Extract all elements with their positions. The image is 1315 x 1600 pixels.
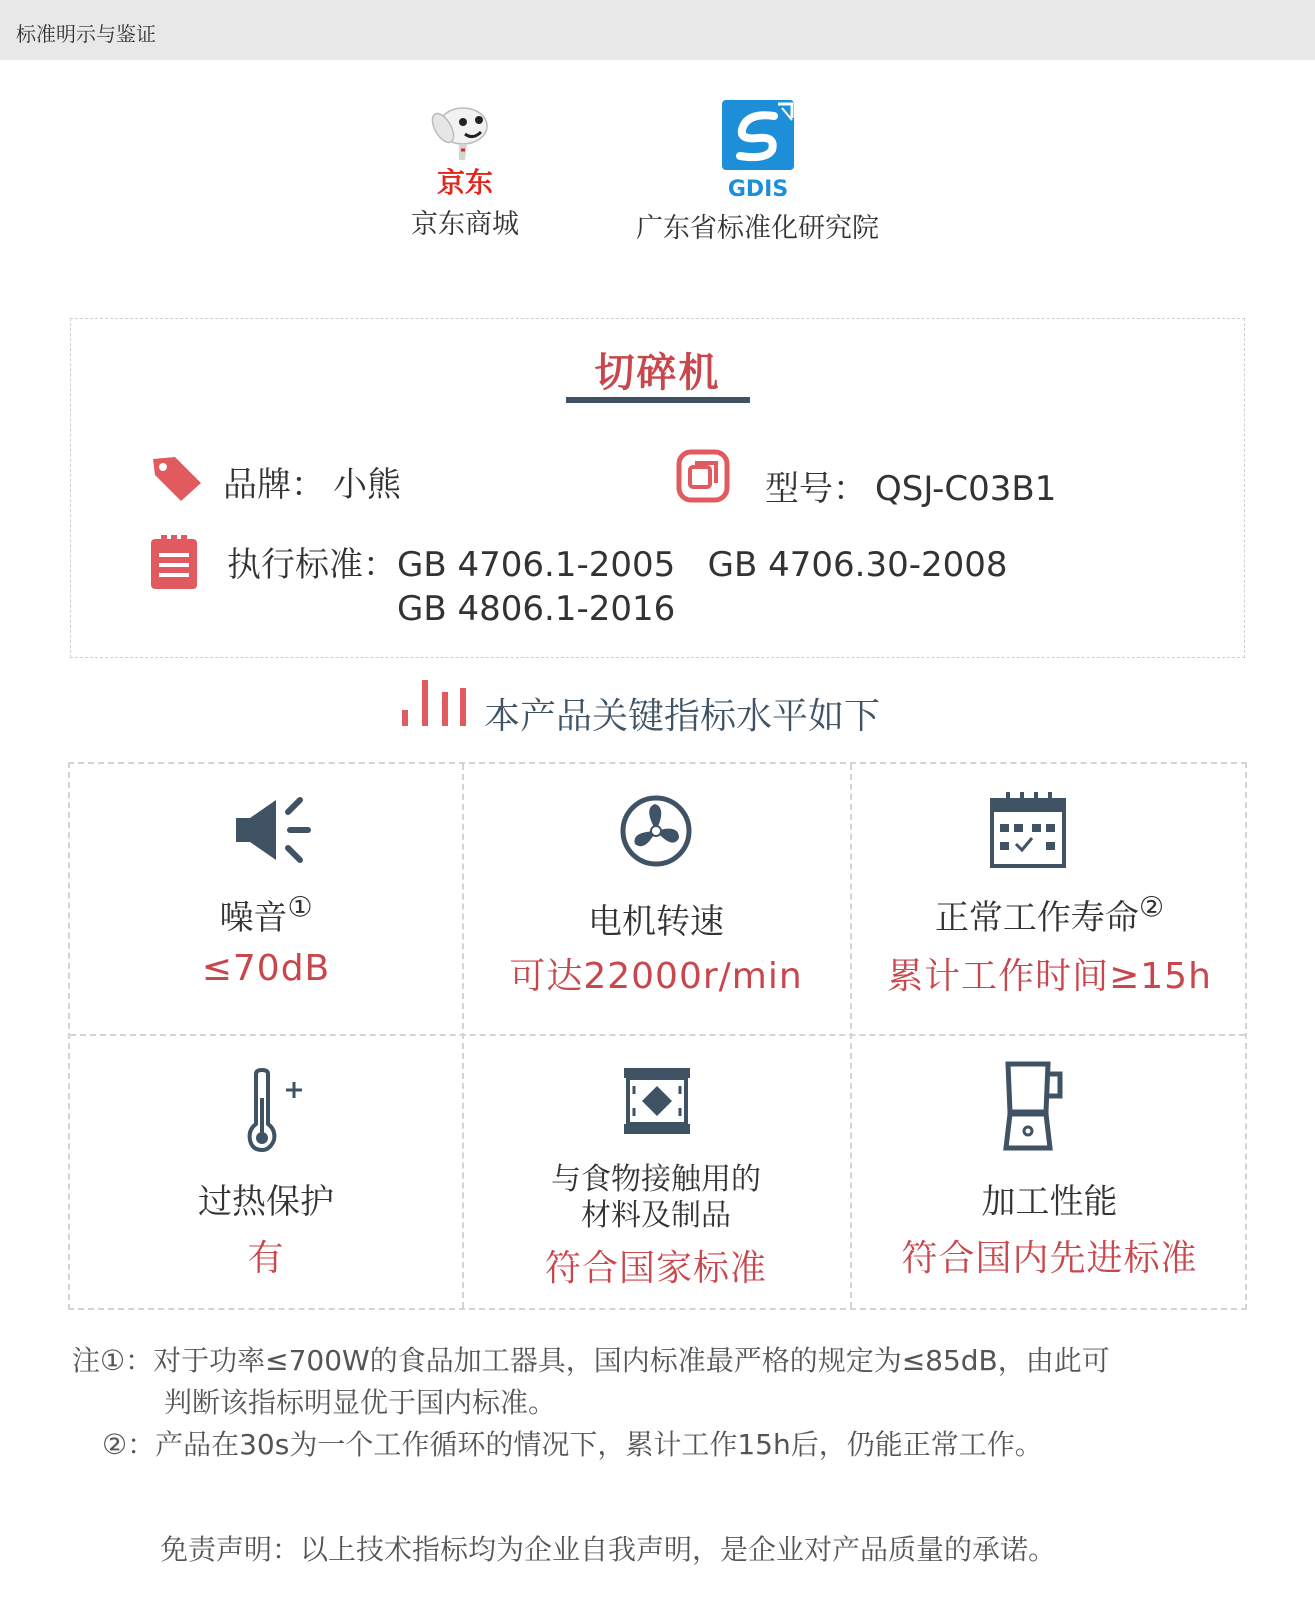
- disclaimer: 免责声明：以上技术指标均为企业自我声明，是企业对产品质量的承诺。: [160, 1533, 1057, 1566]
- note-2: ②：产品在30s为一个工作循环的情况下，累计工作15h后，仍能正常工作。: [102, 1428, 1043, 1461]
- jd-logo-block: [400, 98, 530, 241]
- calendar-icon: [988, 790, 1068, 870]
- title-underline: [566, 397, 750, 403]
- brand-row: [223, 457, 401, 506]
- speaker-icon: [236, 794, 312, 866]
- model-icon: [676, 449, 730, 503]
- processing-label: 加工性能: [981, 1182, 1118, 1222]
- indicator-motor-speed: [462, 764, 850, 1034]
- top-bar: [0, 0, 1315, 60]
- product-title: 切碎机: [594, 350, 721, 396]
- indicator-food-contact: [462, 1034, 850, 1310]
- standard-row: [227, 537, 1008, 586]
- brand-label: 品牌：: [223, 465, 325, 505]
- lifespan-label: 正常工作寿命: [934, 898, 1139, 938]
- indicator-processing-performance: [850, 1034, 1249, 1310]
- bar-chart-icon: [400, 680, 470, 728]
- indicator-overheat-protection: [70, 1034, 462, 1310]
- indicator-lifespan: [850, 764, 1249, 1034]
- noise-value: ≤70dB: [201, 948, 331, 989]
- note-1-line-1: 注①：对于功率≤700W的食品加工器具，国内标准最严格的规定为≤85dB，由此可: [72, 1344, 1110, 1377]
- fan-icon: [619, 794, 693, 868]
- jd-caption: 京东商城: [411, 209, 519, 240]
- food-contact-label-2: 材料及制品: [581, 1198, 731, 1233]
- standards-line-2-row: [397, 589, 675, 629]
- overheat-value: 有: [247, 1238, 285, 1279]
- brand-value: 小熊: [333, 465, 401, 505]
- gdis-caption: 广东省标准化研究院: [636, 213, 879, 244]
- food-contact-label-1: 与食物接触用的: [551, 1162, 761, 1197]
- overheat-label: 过热保护: [198, 1182, 334, 1222]
- svg-text:GDIS: GDIS: [727, 177, 788, 202]
- section-title: 本产品关键指标水平如下: [484, 696, 881, 737]
- jd-mascot-logo: [415, 98, 515, 198]
- food-contact-value: 符合国家标准: [544, 1248, 767, 1289]
- page-title: 标准明示与鉴证: [16, 22, 156, 46]
- note-marker-2: ②: [1138, 890, 1165, 924]
- indicator-grid: [68, 762, 1247, 1310]
- motor-speed-label: 电机转速: [588, 902, 724, 942]
- note-1-line-2: 判断该指标明显优于国内标准。: [164, 1386, 557, 1419]
- standards-line-2: GB 4806.1-2016: [397, 589, 676, 629]
- gdis-logo: [708, 98, 808, 202]
- indicator-noise: [70, 764, 462, 1034]
- product-spec-box: [70, 318, 1245, 658]
- svg-text:京东: 京东: [436, 166, 494, 198]
- blender-icon: [1000, 1060, 1066, 1152]
- motor-speed-value: 可达22000r/min: [509, 956, 803, 997]
- gdis-logo-block: [625, 98, 890, 245]
- document-icon: [149, 535, 199, 591]
- footnotes: [72, 1340, 1110, 1466]
- thermometer-icon: [244, 1068, 314, 1152]
- tag-icon: [149, 453, 203, 503]
- noise-label: 噪音: [219, 898, 288, 938]
- model-value: QSJ-C03B1: [875, 469, 1057, 509]
- processing-value: 符合国内先进标准: [901, 1238, 1198, 1279]
- lifespan-value: 累计工作时间≥15h: [887, 956, 1212, 997]
- food-material-icon: [620, 1064, 694, 1138]
- note-marker-1: ①: [287, 890, 313, 924]
- model-label: 型号：: [765, 469, 867, 509]
- standards-line-1: GB 4706.1-2005 GB 4706.30-2008: [397, 545, 1008, 585]
- model-row: [765, 461, 1056, 510]
- standard-label: 执行标准：: [227, 545, 397, 585]
